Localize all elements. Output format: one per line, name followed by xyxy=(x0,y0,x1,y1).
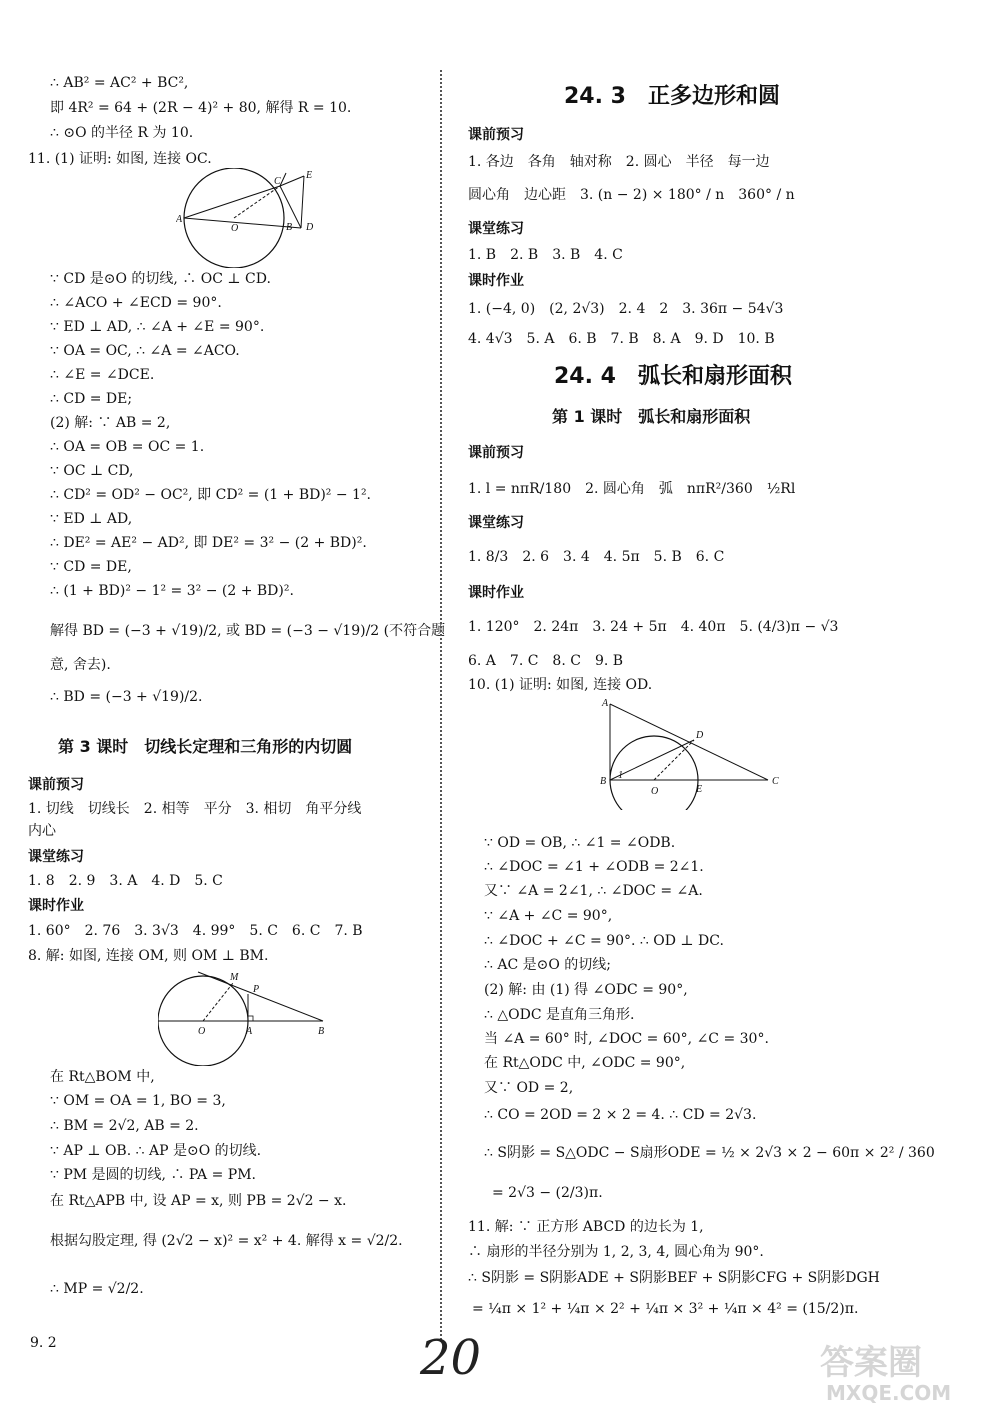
text-line: 1. 8/3 2. 6 3. 4 4. 5π 5. B 6. C xyxy=(468,549,725,565)
text-line: ∴ CD² = OD² − OC², 即 CD² = (1 + BD)² − 1². xyxy=(50,487,372,503)
text-line: 在 Rt△ODC 中, ∠ODC = 90°, xyxy=(484,1055,686,1071)
label-D: D xyxy=(306,222,314,233)
question-9-answer: 9. 2 xyxy=(30,1335,57,1351)
column-divider xyxy=(440,70,442,1340)
text-line: ∴ △ODC 是直角三角形. xyxy=(484,1007,635,1023)
text-line: ∴ CO = 2OD = 2 × 2 = 4. ∴ CD = 2√3. xyxy=(484,1107,757,1123)
label-C: C xyxy=(274,176,281,187)
homework-label: 课时作业 xyxy=(28,898,84,914)
watermark-line1: 答案圈 xyxy=(820,1343,922,1383)
text-line: ∴ ⊙O 的半径 R 为 10. xyxy=(50,125,194,141)
text-line: ∴ BD = (−3 + √19)/2. xyxy=(50,689,203,705)
text-line: ∵ PM 是圆的切线, ∴ PA = PM. xyxy=(50,1167,256,1183)
question-10-heading: 10. (1) 证明: 如图, 连接 OD. xyxy=(468,677,653,693)
question-11-heading: 11. (1) 证明: 如图, 连接 OC. xyxy=(28,151,212,167)
lesson1-title: 第 1 课时 弧长和扇形面积 xyxy=(552,407,751,426)
text-line: ∴ OA = OB = OC = 1. xyxy=(50,439,205,455)
text-line: ∵ ∠A + ∠C = 90°, xyxy=(484,908,613,924)
text-line: ∴ AC 是⊙O 的切线; xyxy=(484,957,612,973)
figure-q10-triangle xyxy=(596,698,796,810)
text-line: ∴ S阴影 = S△ODC − S扇形ODE = ½ × 2√3 × 2 − 60π × 2² / 360 xyxy=(484,1145,935,1161)
text-line: 在 Rt△BOM 中, xyxy=(50,1069,155,1085)
text-line: ∴ CD = DE; xyxy=(50,391,133,407)
text-line: = 2√3 − (2/3)π. xyxy=(492,1185,603,1201)
text-line: ∴ S阴影 = S阴影ADE + S阴影BEF + S阴影CFG + S阴影DGH xyxy=(468,1270,880,1286)
question-8-heading: 8. 解: 如图, 连接 OM, 则 OM ⊥ BM. xyxy=(28,948,269,964)
label-P: P xyxy=(253,984,260,995)
text-line: 1. (−4, 0) (2, 2√3) 2. 4 2 3. 36π − 54√3 xyxy=(468,301,784,317)
text-line: ∵ OA = OC, ∴ ∠A = ∠ACO. xyxy=(50,343,240,359)
text-line: ∴ 扇形的半径分别为 1, 2, 3, 4, 圆心角为 90°. xyxy=(468,1244,764,1260)
label-D: D xyxy=(696,730,704,741)
text-line: ∵ ED ⊥ AD, xyxy=(50,511,133,527)
text-line: ∴ ∠DOC = ∠1 + ∠ODB = 2∠1. xyxy=(484,859,704,875)
label-O: O xyxy=(198,1026,206,1037)
lesson3-title: 第 3 课时 切线长定理和三角形的内切圆 xyxy=(58,737,353,756)
text-line: ∴ MP = √2/2. xyxy=(50,1281,144,1297)
label-E: E xyxy=(306,170,313,181)
page-number: 20 xyxy=(420,1330,482,1386)
text-line: 内心 xyxy=(28,823,56,839)
question-11-heading: 11. 解: ∵ 正方形 ABCD 的边长为 1, xyxy=(468,1219,704,1235)
text-line: ∵ AP ⊥ OB. ∴ AP 是⊙O 的切线. xyxy=(50,1143,262,1159)
figure-q11-circle xyxy=(176,168,326,268)
text-line: ∴ DE² = AE² − AD², 即 DE² = 3² − (2 + BD)². xyxy=(50,535,367,551)
text-line: ∴ ∠E = ∠DCE. xyxy=(50,367,155,383)
pre-study-label: 课前预习 xyxy=(468,127,524,143)
label-A: A xyxy=(246,1026,253,1037)
text-line: ∴ (1 + BD)² − 1² = 3² − (2 + BD)². xyxy=(50,583,294,599)
text-line: = ¼π × 1² + ¼π × 2² + ¼π × 3² + ¼π × 4² = (15/2)π. xyxy=(472,1301,859,1317)
label-B: B xyxy=(600,776,607,787)
text-line: 圆心角 边心距 3. (n − 2) × 180° / n 360° / n xyxy=(468,187,795,203)
text-line: 解得 BD = (−3 + √19)/2, 或 BD = (−3 − √19)/2 (不符合题 xyxy=(50,623,446,639)
text-line: ∵ CD = DE, xyxy=(50,559,132,575)
text-line: ∵ CD 是⊙O 的切线, ∴ OC ⊥ CD. xyxy=(50,271,271,287)
watermark-logo xyxy=(810,1336,990,1406)
class-practice-label: 课堂练习 xyxy=(468,515,524,531)
text-line: 6. A 7. C 8. C 9. B xyxy=(468,653,624,669)
text-line: ∵ ED ⊥ AD, ∴ ∠A + ∠E = 90°. xyxy=(50,319,265,335)
text-line: ∵ OC ⊥ CD, xyxy=(50,463,134,479)
text-line: 1. 切线 切线长 2. 相等 平分 3. 相切 角平分线 xyxy=(28,801,362,817)
label-C: C xyxy=(772,776,779,787)
figure-q8-circle xyxy=(158,966,338,1066)
text-line: ∵ OM = OA = 1, BO = 3, xyxy=(50,1093,226,1109)
label-B: B xyxy=(286,222,293,233)
homework-label: 课时作业 xyxy=(468,273,524,289)
text-line: 1. B 2. B 3. B 4. C xyxy=(468,247,623,263)
section-24-4-title: 24. 4 弧长和扇形面积 xyxy=(554,364,792,389)
pre-study-label: 课前预习 xyxy=(468,445,524,461)
text-line: 1. 60° 2. 76 3. 3√3 4. 99° 5. C 6. C 7. B xyxy=(28,923,363,939)
homework-label: 课时作业 xyxy=(468,585,524,601)
text-line: 意, 舍去). xyxy=(50,657,111,673)
text-line: 又∵ ∠A = 2∠1, ∴ ∠DOC = ∠A. xyxy=(484,883,703,899)
text-line: 又∵ OD = 2, xyxy=(484,1080,574,1096)
text-line: ∴ ∠ACO + ∠ECD = 90°. xyxy=(50,295,222,311)
text-line: 4. 4√3 5. A 6. B 7. B 8. A 9. D 10. B xyxy=(468,331,775,347)
label-O: O xyxy=(651,786,659,797)
label-A: A xyxy=(176,214,183,225)
text-line: 1. 120° 2. 24π 3. 24 + 5π 4. 40π 5. (4/3)π − √3 xyxy=(468,619,839,635)
label-M: M xyxy=(230,972,239,983)
text-line: ∴ AB² = AC² + BC², xyxy=(50,75,189,91)
label-B: B xyxy=(318,1026,325,1037)
text-line: ∴ BM = 2√2, AB = 2. xyxy=(50,1118,199,1134)
text-line: 1. 8 2. 9 3. A 4. D 5. C xyxy=(28,873,223,889)
text-line: ∴ ∠DOC + ∠C = 90°. ∴ OD ⊥ DC. xyxy=(484,933,724,949)
text-line: 即 4R² = 64 + (2R − 4)² + 80, 解得 R = 10. xyxy=(50,100,352,116)
section-24-3-title: 24. 3 正多边形和圆 xyxy=(564,84,780,109)
text-line: 1. l = nπR/180 2. 圆心角 弧 nπR²/360 ½Rl xyxy=(468,481,796,497)
text-line: (2) 解: ∵ AB = 2, xyxy=(50,415,171,431)
text-line: 在 Rt△APB 中, 设 AP = x, 则 PB = 2√2 − x. xyxy=(50,1193,347,1209)
label-1: 1 xyxy=(618,770,623,781)
text-line: 1. 各边 各角 轴对称 2. 圆心 半径 每一边 xyxy=(468,154,770,170)
label-A: A xyxy=(602,698,609,709)
text-line: 根据勾股定理, 得 (2√2 − x)² = x² + 4. 解得 x = √2/2. xyxy=(50,1233,403,1249)
text-line: (2) 解: 由 (1) 得 ∠ODC = 90°, xyxy=(484,982,688,998)
label-E: E xyxy=(696,784,703,795)
text-line: ∵ OD = OB, ∴ ∠1 = ∠ODB. xyxy=(484,835,676,851)
class-practice-label: 课堂练习 xyxy=(28,849,84,865)
text-line: 当 ∠A = 60° 时, ∠DOC = 60°, ∠C = 30°. xyxy=(484,1031,769,1047)
label-O: O xyxy=(231,223,239,234)
watermark-line2: MXQE.COM xyxy=(826,1381,952,1405)
class-practice-label: 课堂练习 xyxy=(468,221,524,237)
pre-study-label: 课前预习 xyxy=(28,777,84,793)
